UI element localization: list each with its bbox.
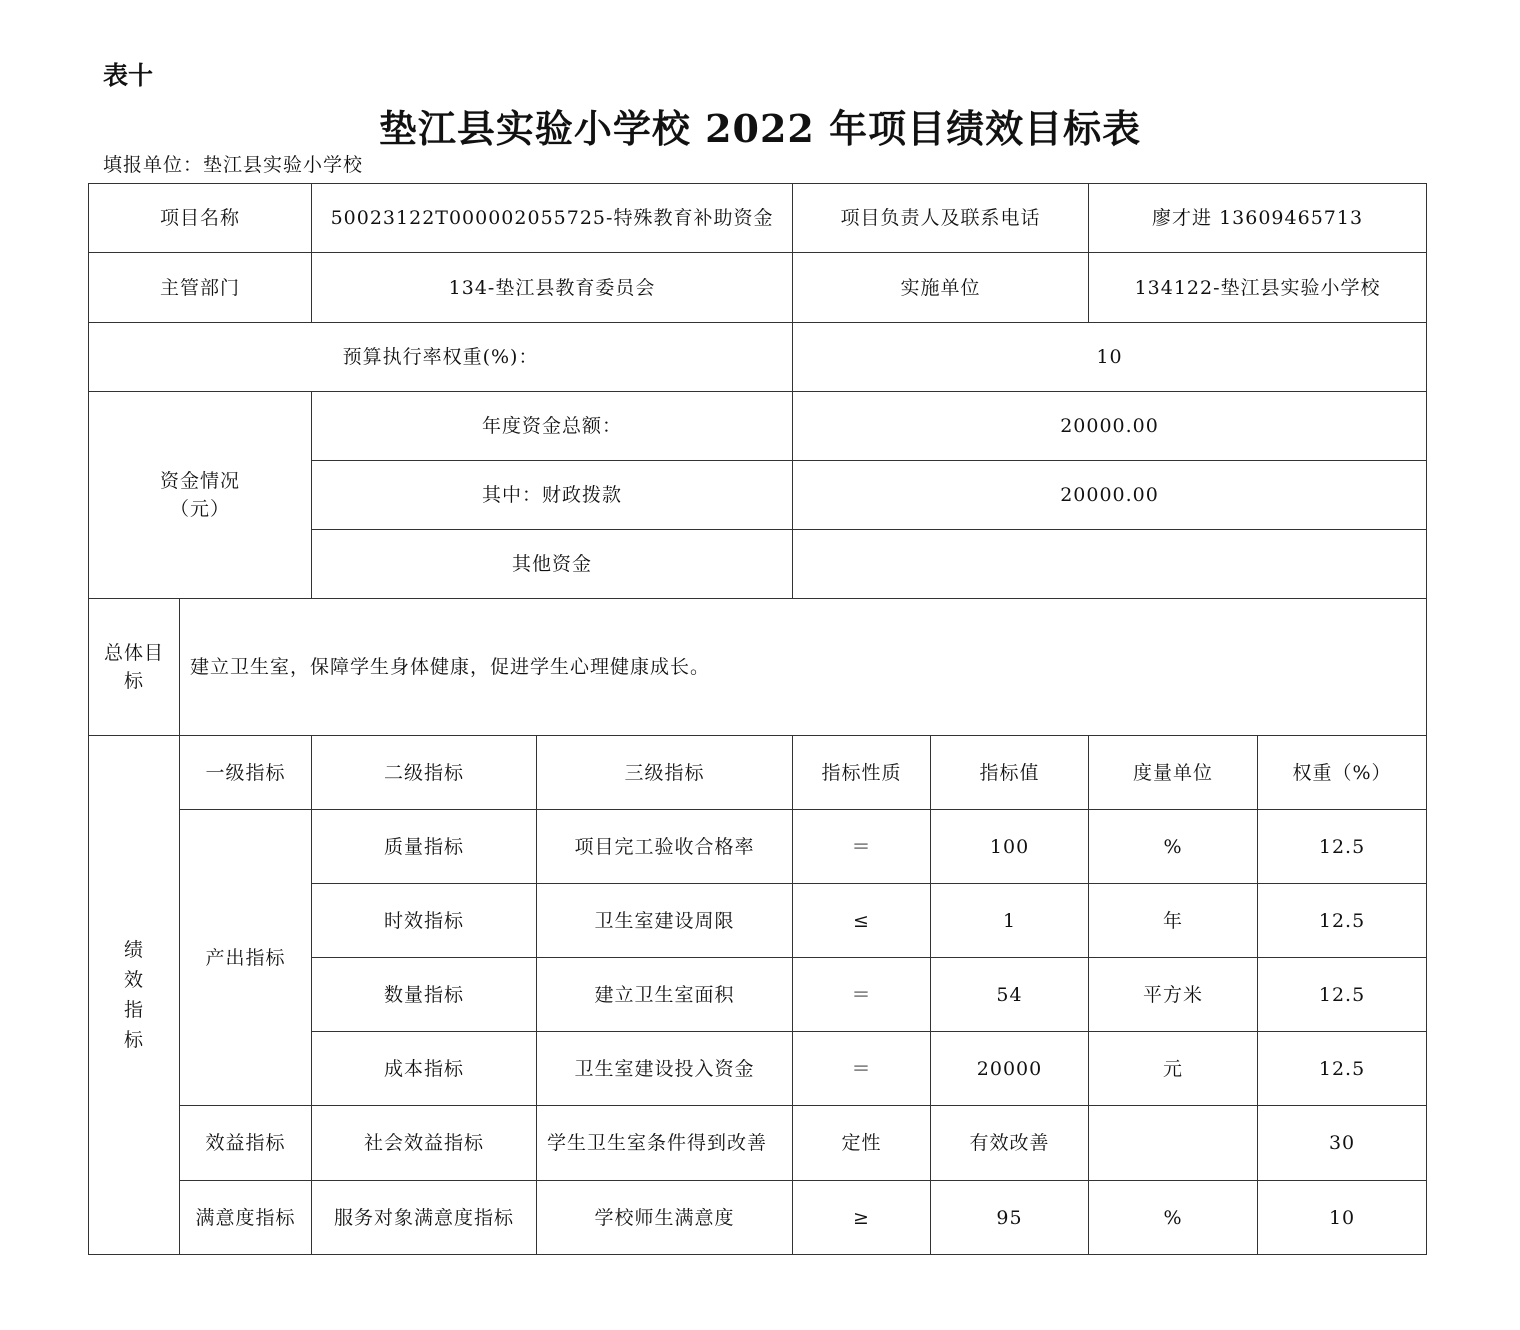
table-row xyxy=(89,253,1427,323)
indicator-unit: 年 xyxy=(1089,884,1258,958)
section-char: 标 xyxy=(123,1029,144,1051)
table-row xyxy=(89,184,1427,253)
department-value: 134-垫江县教育委员会 xyxy=(312,253,793,323)
header-unit: 度量单位 xyxy=(1089,736,1258,810)
header-level3: 三级指标 xyxy=(537,736,793,810)
output-indicator-label: 产出指标 xyxy=(180,810,312,1106)
indicator-value: 54 xyxy=(931,958,1089,1032)
indicator-value: 1 xyxy=(931,884,1089,958)
indicator-level2: 成本指标 xyxy=(312,1032,537,1106)
indicator-level2: 服务对象满意度指标 xyxy=(312,1181,537,1255)
overall-goal-label xyxy=(89,599,180,736)
indicator-unit: % xyxy=(1089,810,1258,884)
implementing-unit-label: 实施单位 xyxy=(793,253,1089,323)
indicator-level3: 卫生室建设周限 xyxy=(537,884,793,958)
indicator-level2: 社会效益指标 xyxy=(312,1106,537,1181)
project-manager-label: 项目负责人及联系电话 xyxy=(793,184,1089,253)
indicator-level3: 学生卫生室条件得到改善 xyxy=(537,1106,793,1181)
overall-goal-text: 建立卫生室，保障学生身体健康，促进学生心理健康成长。 xyxy=(180,599,1427,736)
header-weight: 权重（%） xyxy=(1258,736,1427,810)
indicator-level3: 学校师生满意度 xyxy=(537,1181,793,1255)
indicator-unit: 平方米 xyxy=(1089,958,1258,1032)
table-number-label: 表十 xyxy=(103,61,154,90)
benefit-indicator-label: 效益指标 xyxy=(180,1106,312,1181)
section-char: 指 xyxy=(123,999,144,1021)
indicator-level2: 质量指标 xyxy=(312,810,537,884)
section-char: 绩 xyxy=(123,939,144,961)
implementing-unit-value: 134122-垫江县实验小学校 xyxy=(1089,253,1427,323)
table-row xyxy=(89,736,1427,810)
fiscal-funds-label: 其中：财政拨款 xyxy=(312,461,793,530)
header-level1: 一级指标 xyxy=(180,736,312,810)
indicator-weight: 12.5 xyxy=(1258,1032,1427,1106)
annual-funds-label: 年度资金总额： xyxy=(312,392,793,461)
funds-label-line2: （元） xyxy=(170,498,231,520)
indicator-weight: 12.5 xyxy=(1258,810,1427,884)
table-row xyxy=(89,392,1427,461)
indicator-weight: 12.5 xyxy=(1258,958,1427,1032)
department-label: 主管部门 xyxy=(89,253,312,323)
funds-label-line1: 资金情况 xyxy=(160,470,241,492)
goal-label-line1: 总体目 xyxy=(103,642,164,664)
other-funds-label: 其他资金 xyxy=(312,530,793,599)
other-funds-value xyxy=(793,530,1427,599)
indicator-nature: ＝ xyxy=(793,958,931,1032)
project-name-value: 50023122T000002055725-特殊教育补助资金 xyxy=(312,184,793,253)
indicator-unit: % xyxy=(1089,1181,1258,1255)
document-title: 垫江县实验小学校 2022 年项目绩效目标表 xyxy=(378,106,1142,151)
indicator-value: 20000 xyxy=(931,1032,1089,1106)
indicator-unit: 元 xyxy=(1089,1032,1258,1106)
goal-label-line2: 标 xyxy=(123,670,144,692)
table-row xyxy=(89,810,1427,884)
budget-weight-value: 10 xyxy=(793,323,1427,392)
indicator-nature: ＝ xyxy=(793,1032,931,1106)
table-row xyxy=(89,599,1427,736)
indicator-level3: 卫生室建设投入资金 xyxy=(537,1032,793,1106)
budget-weight-label: 预算执行率权重(%)： xyxy=(89,323,793,392)
indicator-value: 有效改善 xyxy=(931,1106,1089,1181)
performance-target-table xyxy=(88,183,1427,1255)
indicator-level2: 数量指标 xyxy=(312,958,537,1032)
fiscal-funds-value: 20000.00 xyxy=(793,461,1427,530)
table-row xyxy=(89,1181,1427,1255)
table-row xyxy=(89,1106,1427,1181)
indicator-nature: ＝ xyxy=(793,810,931,884)
table-row xyxy=(89,323,1427,392)
indicator-weight: 30 xyxy=(1258,1106,1427,1181)
indicator-weight: 10 xyxy=(1258,1181,1427,1255)
indicator-unit xyxy=(1089,1106,1258,1181)
project-name-label: 项目名称 xyxy=(89,184,312,253)
annual-funds-value: 20000.00 xyxy=(793,392,1427,461)
indicator-value: 100 xyxy=(931,810,1089,884)
indicator-level2: 时效指标 xyxy=(312,884,537,958)
header-value: 指标值 xyxy=(931,736,1089,810)
filling-unit-label: 填报单位：垫江县实验小学校 xyxy=(103,154,364,176)
satisfaction-indicator-label: 满意度指标 xyxy=(180,1181,312,1255)
indicator-nature: ≥ xyxy=(793,1181,931,1255)
header-level2: 二级指标 xyxy=(312,736,537,810)
indicator-weight: 12.5 xyxy=(1258,884,1427,958)
indicator-value: 95 xyxy=(931,1181,1089,1255)
indicator-nature: ≤ xyxy=(793,884,931,958)
header-nature: 指标性质 xyxy=(793,736,931,810)
performance-section-label xyxy=(89,736,180,1255)
indicator-level3: 项目完工验收合格率 xyxy=(537,810,793,884)
indicator-level3: 建立卫生室面积 xyxy=(537,958,793,1032)
indicator-nature: 定性 xyxy=(793,1106,931,1181)
funds-section-label xyxy=(89,392,312,599)
section-char: 效 xyxy=(123,969,144,991)
project-manager-value: 廖才进 13609465713 xyxy=(1089,184,1427,253)
